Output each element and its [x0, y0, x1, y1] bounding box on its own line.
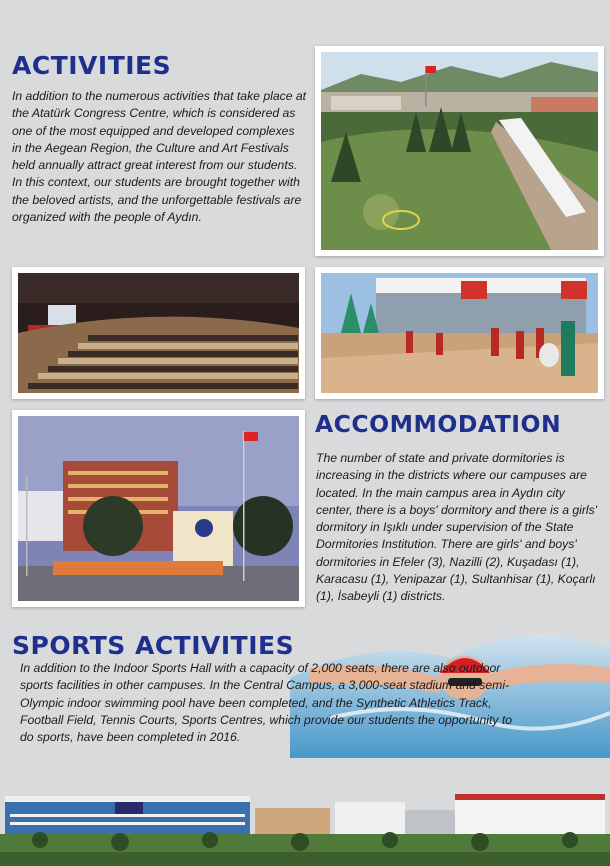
activities-heading: ACTIVITIES	[12, 51, 172, 80]
sports-heading: SPORTS ACTIVITIES	[12, 631, 295, 660]
sports-paragraph: In addition to the Indoor Sports Hall with a capacity of 2,000 seats, there are also outdoor sports facilities in other campuses. In the Central Campus, a 3,000-seat stadium and semi-Olympic indoor swimming pool have been completed, and the Synthetic Athletics Track, Football Field, Tennis Courts, Sports Centres, which provide our students the opportunity to do sports, have been completed in 2016.	[20, 661, 513, 745]
band-parade-photo	[315, 267, 604, 399]
congress-hall-photo	[12, 267, 305, 399]
accommodation-heading: ACCOMMODATION	[315, 410, 562, 438]
accommodation-paragraph: The number of state and private dormitories is increasing in the districts where our campuses are located. In the main campus area in Aydın city center, there is a boys' dormitory and there is a girls' dormitory in Işıklı under supervision of the State Dormitories Institution. There are girls' and boys' dormitories in Efeler (3), Nazilli (2), Kuşadası (1), Karacasu (1), Yenipazar (1), Sultanhisar (1), Koçarlı (1), İsabeyli (1) districts.	[316, 451, 598, 604]
festival-crowd-photo	[315, 46, 604, 256]
activities-paragraph: In addition to the numerous activities that take place at the Atatürk Congress Centre, which is considered as one of the most equipped and developed complexes in the Aegean Region, the Culture and Art Festivals held annually attract great interest from our students. In this context, our students are brought together with the beloved artists, and the unforgettable festivals are organized with the people of Aydın.	[12, 89, 307, 225]
stadium-panorama	[0, 790, 610, 866]
dormitory-photo	[12, 410, 305, 607]
